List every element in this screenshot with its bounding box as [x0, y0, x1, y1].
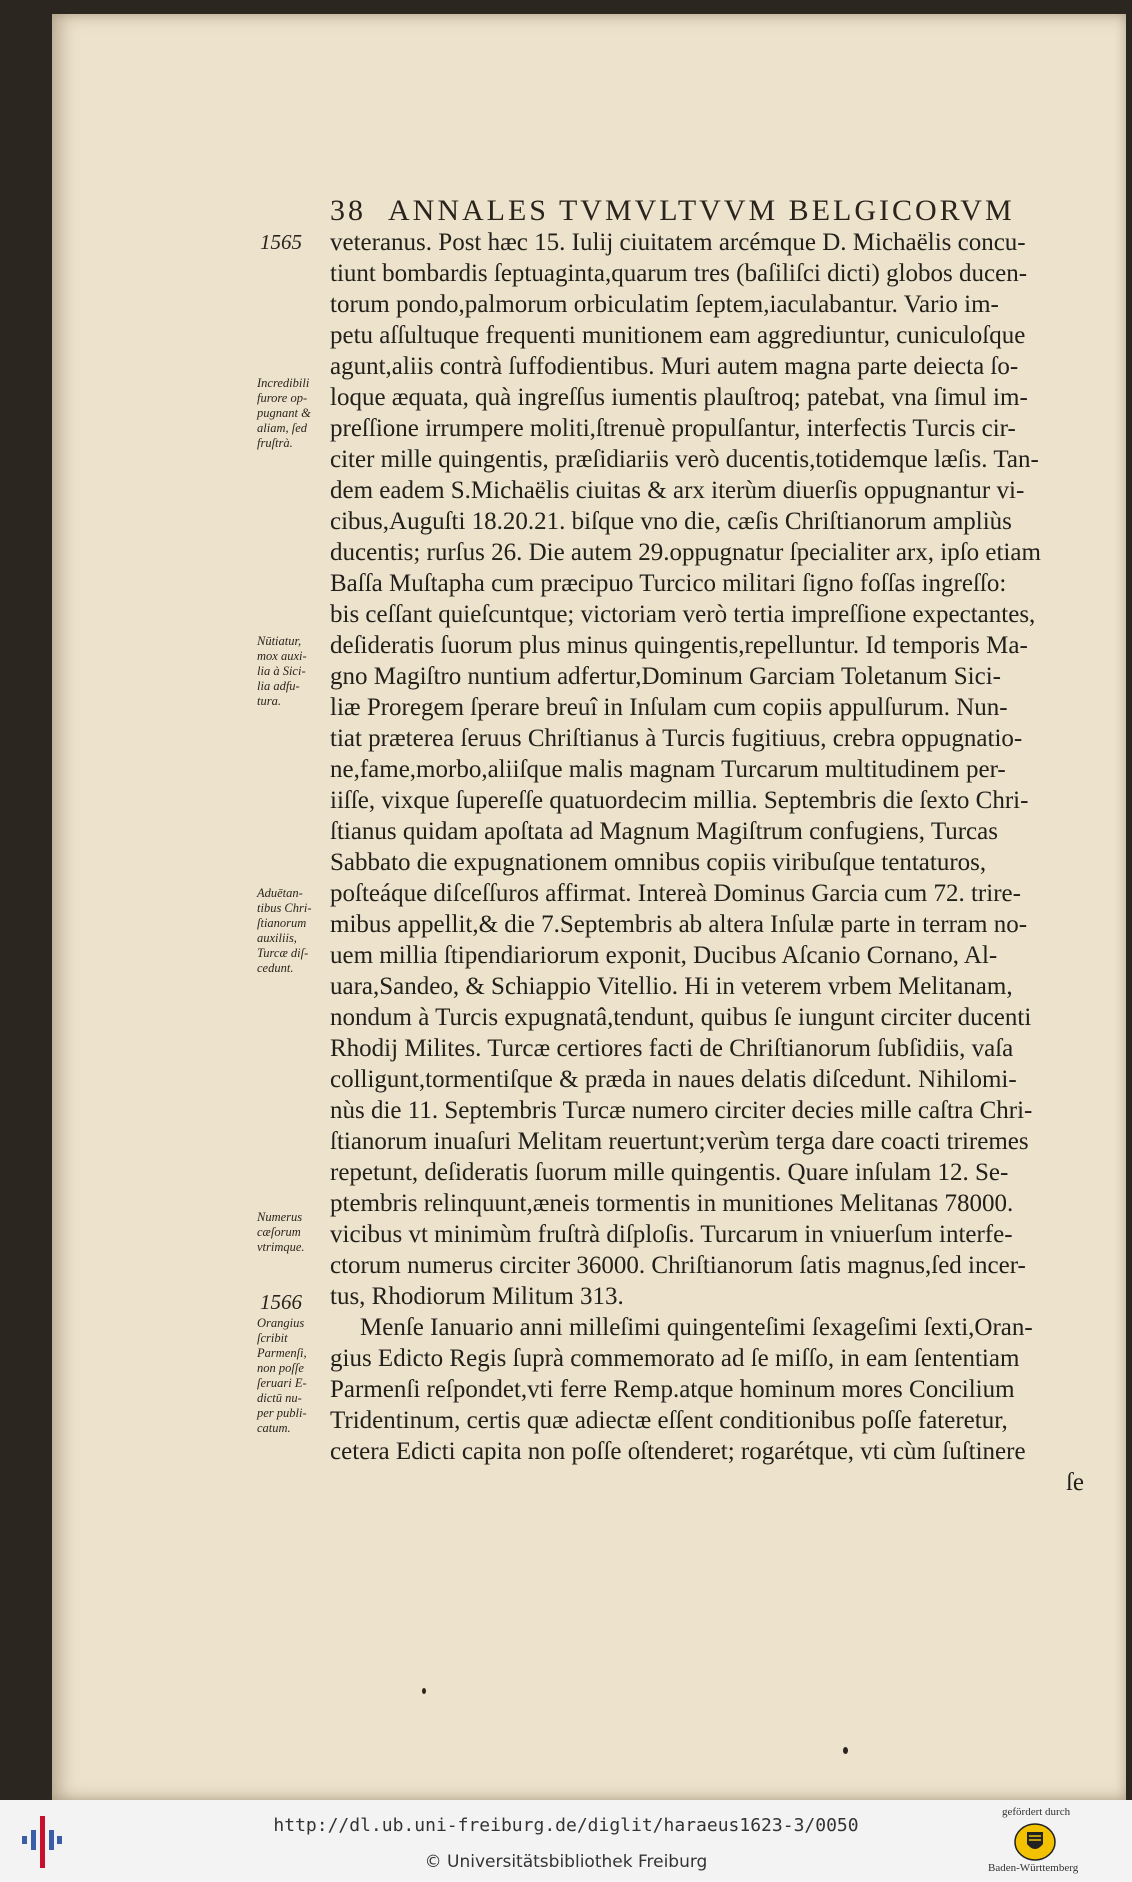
text-line: Parmenſi reſpondet,vti ferre Remp.atque hominum mores Concilium: [330, 1376, 1015, 1403]
margin-note-line: furore op-: [257, 391, 308, 405]
text-line: ſtianus quidam apoſtata ad Magnum Magiſtrum confugiens, Turcas: [330, 818, 998, 845]
text-line: cibus,Auguſti 18.20.21. biſque vno die, cæſis Chriſtianorum ampliùs: [330, 508, 1012, 535]
text-line: ctorum numerus circiter 36000. Chriſtianorum ſatis magnus,ſed incer-: [330, 1252, 1026, 1279]
text-line: petu aſſultuque frequenti munitionem eam aggrediuntur, cuniculoſque: [330, 322, 1026, 349]
text-line: gius Edicto Regis ſuprà commemorato ad ſe miſſo, in eam ſententiam: [330, 1345, 1020, 1372]
text-line: colligunt,tormentiſque & præda in naues delatis diſcedunt. Nihilomi-: [330, 1066, 1017, 1093]
margin-note-line: Turcæ diſ-: [257, 946, 309, 960]
text-line: agunt,aliis contrà ſuffodientibus. Muri autem magna parte deiecta ſo-: [330, 353, 1019, 380]
catchword: ſe: [1065, 1469, 1084, 1496]
book-page: [52, 14, 1126, 1800]
margin-year-1565: 1565: [260, 230, 302, 254]
margin-note-1: [257, 376, 335, 451]
margin-note-line: vtrimque.: [257, 1240, 305, 1254]
copyright-notice: © Universitätsbibliothek Freiburg: [424, 1852, 708, 1872]
text-line: cetera Edicti capita non poſſe oſtenderet; rogarétque, vti cùm ſuſtinere: [330, 1438, 1026, 1465]
margin-note-line: dictū nu-: [257, 1391, 302, 1405]
text-line: vicibus vt minimùm fruſtrà diſploſis. Turcarum in vniuerſum interfe-: [330, 1221, 1013, 1248]
margin-note-line: Orangius: [257, 1316, 305, 1330]
text-line: poſteáque diſceſſuros affirmat. Intereà Dominus Garcia cum 72. trire-: [330, 880, 1021, 907]
running-header: [330, 194, 1090, 228]
margin-note-line: Parmenſi,: [257, 1346, 307, 1360]
margin-note-5: [257, 1316, 335, 1436]
text-line: torum pondo,palmorum orbiculatim ſeptem,iaculabantur. Vario im-: [330, 291, 999, 318]
margin-note-line: ſeruari E-: [257, 1376, 307, 1390]
margin-note-line: Incredibili: [257, 376, 310, 390]
page-number: 38: [330, 194, 366, 227]
text-line: tiunt bombardis ſeptuaginta,quarum tres (baſiliſci dicti) globos ducen-: [330, 260, 1028, 287]
margin-note-line: Numerus: [257, 1210, 303, 1224]
text-line: loque æquata, quà ingreſſus iumentis plauſtroq; patebat, vna ſimul im-: [330, 384, 1028, 411]
sponsor-name: Baden-Württemberg: [988, 1862, 1079, 1874]
paper-speck: [843, 1747, 848, 1754]
margin-note-line: fruſtrà.: [257, 436, 293, 450]
margin-note-line: catum.: [257, 1421, 291, 1435]
margin-note-line: aliam, ſed: [257, 421, 307, 435]
viewer-footer: [0, 1800, 1132, 1882]
margin-note-line: ſcribit: [257, 1331, 288, 1345]
text-line: gno Magiſtro nuntium adfertur,Dominum Garciam Toletanum Sici-: [330, 663, 1001, 690]
margin-year-1566: 1566: [260, 1290, 302, 1314]
margin-note-line: Nūtiatur,: [257, 634, 302, 648]
margin-note-line: lia adfu-: [257, 679, 300, 693]
text-line: nondum à Turcis expugnatâ,tendunt, quibus ſe iungunt circiter ducenti: [330, 1004, 1032, 1031]
text-line: citer mille quingentis, præſidiariis verò ducentis,totidemque læſis. Tan-: [330, 446, 1039, 473]
margin-note-line: tura.: [257, 694, 281, 708]
text-line: nùs die 11. Septembris Turcæ numero circiter decies mille caſtra Chri-: [330, 1097, 1033, 1124]
margin-note-line: Aduētan-: [257, 886, 303, 900]
text-line: deſideratis ſuorum plus minus quingentis,repelluntur. Id temporis Ma-: [330, 632, 1028, 659]
margin-note-line: auxiliis,: [257, 931, 297, 945]
sponsor-label: gefördert durch: [1002, 1806, 1071, 1818]
baden-wuerttemberg-crest-icon: [1014, 1822, 1056, 1862]
text-line: ne,fame,morbo,aliiſque malis magnam Turcarum multitudinem per-: [330, 756, 1006, 783]
margin-note-line: per publi-: [257, 1406, 307, 1420]
margin-note-4: [257, 1210, 335, 1255]
margin-note-line: cedunt.: [257, 961, 294, 975]
text-line: veteranus. Post hæc 15. Iulij ciuitatem arcémque D. Michaëlis concu-: [330, 229, 1026, 256]
text-line: uem millia ſtipendiariorum exponit, Ducibus Aſcanio Cornano, Al-: [330, 942, 998, 969]
margin-note-3: [257, 886, 335, 976]
margin-note-line: non poſſe: [257, 1361, 304, 1375]
margin-note-line: lia à Sici-: [257, 664, 306, 678]
text-line: preſſione irrumpere moliti,ſtrenuè propulſantur, interfectis Turcis cir-: [330, 415, 1016, 442]
text-line: Menſe Ianuario anni milleſimi quingenteſimi ſexageſimi ſexti,Oran-: [360, 1314, 1033, 1341]
running-title: ANNALES TVMVLTVVM BELGICORVM: [388, 194, 1015, 227]
text-line: Tridentinum, certis quæ adiectæ eſſent conditionibus poſſe fateretur,: [330, 1407, 1008, 1434]
text-line: tiat præterea ſeruus Chriſtianus à Turcis fugitiuus, crebra oppugnatio-: [330, 725, 1023, 752]
text-line: liæ Proregem ſperare breuî in Inſulam cum copiis appulſurum. Nun-: [330, 694, 1008, 721]
text-line: ducentis; rurſus 26. Die autem 29.oppugnatur ſpecialiter arx, ipſo etiam: [330, 539, 1041, 566]
text-line: Baſſa Muſtapha cum præcipuo Turcico militari ſigno foſſas ingreſſo:: [330, 570, 1007, 597]
body-text: [330, 227, 1084, 1498]
text-line: iiſſe, vixque ſupereſſe quatuordecim millia. Septembris die ſexto Chri-: [330, 787, 1029, 814]
text-line: Sabbato die expugnationem omnibus copiis viribuſque tentaturos,: [330, 849, 987, 876]
text-line: uara,Sandeo, & Schiappio Vitellio. Hi in veterem vrbem Melitanam,: [330, 973, 1013, 1000]
margin-note-2: [257, 634, 335, 709]
text-line: tus, Rhodiorum Militum 313.: [330, 1283, 624, 1310]
margin-note-line: tibus Chri-: [257, 901, 312, 915]
paper-speck: [422, 1688, 426, 1694]
margin-note-line: mox auxi-: [257, 649, 307, 663]
text-line: Rhodij Milites. Turcæ certiores facti de Chriſtianorum ſubſidiis, vaſa: [330, 1035, 1014, 1062]
text-line: dem eadem S.Michaëlis ciuitas & arx iterùm diuerſis oppugnantur vi-: [330, 477, 1025, 504]
text-line: ptembris relinquunt,æneis tormentis in munitiones Melitanas 78000.: [330, 1190, 1014, 1217]
text-line: repetunt, deſideratis ſuorum mille quingentis. Quare inſulam 12. Se-: [330, 1159, 1009, 1186]
text-line: ſtianorum inuaſuri Melitam reuertunt;verùm terga dare coacti triremes: [330, 1128, 1029, 1155]
text-line: bis ceſſant quieſcuntque; victoriam verò tertia impreſſione expectantes,: [330, 601, 1036, 628]
permalink-url[interactable]: http://dl.ub.uni-freiburg.de/diglit/haraeus1623-3/0050: [273, 1815, 859, 1836]
margin-note-line: pugnant &: [257, 406, 311, 420]
margin-note-line: ſtianorum: [257, 916, 307, 930]
text-line: mibus appellit,& die 7.Septembris ab altera Inſulæ parte in terram no-: [330, 911, 1028, 938]
margin-note-line: cæſorum: [257, 1225, 301, 1239]
